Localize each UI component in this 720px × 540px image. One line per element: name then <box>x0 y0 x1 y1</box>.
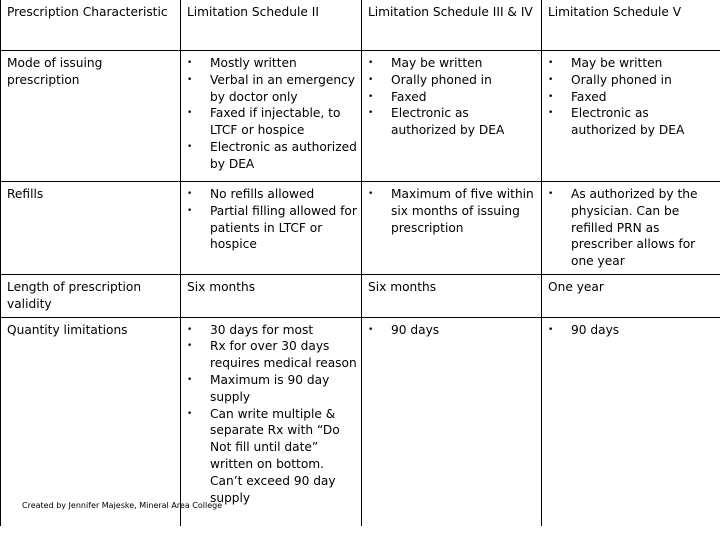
list-item: • Electronic as authorized by DEA <box>368 105 537 139</box>
list-item: • Orally phoned in <box>548 72 716 89</box>
table-cell <box>362 51 542 182</box>
table-cell <box>362 182 542 275</box>
table-cell <box>542 317 720 526</box>
list-item: • 90 days <box>368 322 537 339</box>
table-cell: One year <box>542 274 720 317</box>
row-label: Mode of issuing prescription <box>1 51 181 182</box>
list-item: • Mostly written <box>187 55 357 72</box>
bullet-list <box>548 322 716 339</box>
list-item: • Faxed <box>548 89 716 106</box>
list-item: • 30 days for most <box>187 322 357 339</box>
list-item: • No refills allowed <box>187 186 357 203</box>
bullet-list <box>368 55 537 139</box>
table-cell <box>362 317 542 526</box>
bullet-list <box>368 322 537 339</box>
list-item: • Rx for over 30 days requires medical reason <box>187 338 357 372</box>
table-row <box>1 274 720 317</box>
table-cell <box>542 182 720 275</box>
table-row <box>1 182 720 275</box>
header-cell-schedule-v: Limitation Schedule V <box>542 0 720 51</box>
bullet-list <box>368 186 537 236</box>
header-cell-schedule-iii-iv: Limitation Schedule III & IV <box>362 0 542 51</box>
list-item: • Faxed if injectable, to LTCF or hospice <box>187 105 357 139</box>
header-cell-characteristic: Prescription Characteristic <box>1 0 181 51</box>
header-row <box>1 0 720 51</box>
table-cell <box>181 51 362 182</box>
bullet-list <box>187 186 357 253</box>
list-item: • Orally phoned in <box>368 72 537 89</box>
list-item: • May be written <box>368 55 537 72</box>
list-item: • Can write multiple & separate Rx with “Do Not fill until date” written on bottom. Can’t exceed 90 day supply <box>187 406 357 507</box>
table-cell: Six months <box>181 274 362 317</box>
bullet-list <box>548 55 716 139</box>
list-item: • Verbal in an emergency by doctor only <box>187 72 357 106</box>
list-item: • May be written <box>548 55 716 72</box>
list-item: • Maximum is 90 day supply <box>187 372 357 406</box>
list-item: • As authorized by the physician. Can be refilled PRN as prescriber allows for one year <box>548 186 716 270</box>
bullet-list <box>187 55 357 173</box>
row-label: Quantity limitations <box>1 317 181 526</box>
table-row <box>1 317 720 526</box>
table-cell: Six months <box>362 274 542 317</box>
list-item: • Maximum of five within six months of issuing prescription <box>368 186 537 236</box>
table-cell <box>542 51 720 182</box>
row-label: Length of prescription validity <box>1 274 181 317</box>
list-item: • Faxed <box>368 89 537 106</box>
list-item: • 90 days <box>548 322 716 339</box>
table-cell <box>181 317 362 526</box>
bullet-list <box>548 186 716 270</box>
table-cell <box>181 182 362 275</box>
list-item: • Electronic as authorized by DEA <box>548 105 716 139</box>
list-item: • Electronic as authorized by DEA <box>187 139 357 173</box>
footer-credit: Created by Jennifer Majeske, Mineral Area College <box>22 501 223 510</box>
list-item: • Partial filling allowed for patients in LTCF or hospice <box>187 203 357 253</box>
bullet-list <box>187 322 357 507</box>
row-label: Refills <box>1 182 181 275</box>
table-row <box>1 51 720 182</box>
header-cell-schedule-ii: Limitation Schedule II <box>181 0 362 51</box>
